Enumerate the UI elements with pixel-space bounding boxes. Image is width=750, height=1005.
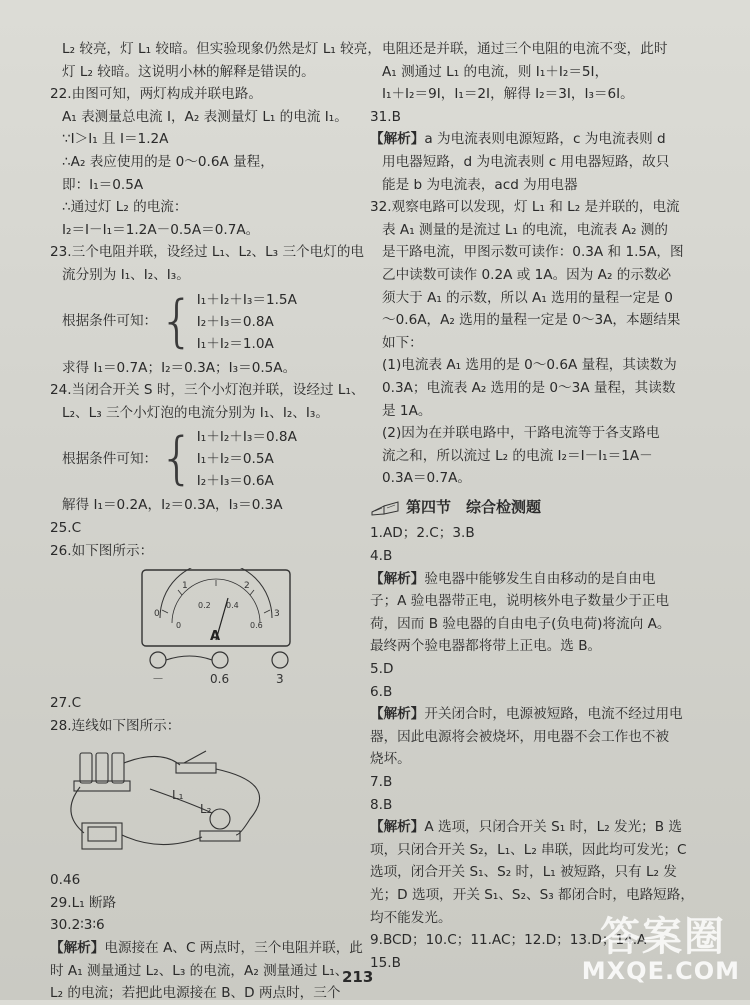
text-line: (2)因为在并联电路中，干路电流等于各支路电 bbox=[382, 425, 660, 442]
question-22: 22.由图可知，两灯构成并联电路。 bbox=[50, 86, 262, 103]
text-line: I₁＋I₂＝9I，I₁＝2I，解得 I₂＝3I，I₃＝6I。 bbox=[382, 86, 634, 103]
equation-line: I₁＋I₂＋I₃＝0.8A bbox=[196, 429, 297, 446]
answer-line: 15.B bbox=[370, 954, 401, 971]
explanation-tag: 【解析】 bbox=[370, 570, 425, 587]
answer-line: 1.AD；2.C；3.B bbox=[370, 525, 475, 542]
text-line: (1)电流表 A₁ 选用的是 0～0.6A 量程，其读数为 bbox=[382, 357, 677, 374]
answer-line: 7.B bbox=[370, 774, 393, 790]
explanation-tag: 【解析】 bbox=[370, 706, 425, 723]
answer-line: 6.B bbox=[370, 683, 393, 700]
page-number: 213 bbox=[342, 968, 374, 986]
text-line: 即：I₁＝0.5A bbox=[62, 176, 144, 193]
scale-label: 2 bbox=[244, 581, 250, 592]
question-23: 23.三个电阻并联，设经过 L₁、L₂、L₃ 三个电灯的电 bbox=[50, 244, 365, 261]
explanation-text: A 选项，只闭合开关 S₁ 时，L₂ 发光；B 选 bbox=[424, 819, 683, 836]
explanation-text: 最终两个验电器都将带上正电。选 B。 bbox=[370, 638, 602, 655]
answer-24: 解得 I₁＝0.2A，I₂＝0.3A，I₃＝0.3A bbox=[62, 497, 283, 514]
explanation-text: 验电器中能够发生自由移动的是自由电 bbox=[424, 570, 656, 587]
terminal-icon bbox=[212, 652, 228, 668]
unit-label: A bbox=[210, 629, 221, 645]
text-line: L₂、L₃ 三个小灯泡的电流分别为 I₁、I₂、I₃。 bbox=[62, 404, 329, 421]
text-line: 0.46 bbox=[50, 872, 81, 889]
right-column bbox=[370, 38, 700, 974]
explanation-text: 荷，因而 B 验电器的自由电子(负电荷)将流向 A。 bbox=[370, 615, 671, 632]
circuit-figure bbox=[50, 743, 350, 863]
left-column bbox=[50, 38, 381, 1005]
answer-25: 25.C bbox=[50, 519, 82, 536]
brace-icon: { bbox=[159, 426, 195, 492]
equation-system-24 bbox=[50, 426, 368, 492]
explanation-text: 均不能发光。 bbox=[370, 909, 452, 926]
scale-label: 0 bbox=[154, 609, 160, 620]
text-line: ∴通过灯 L₂ 的电流： bbox=[62, 199, 188, 216]
text-line: 如下： bbox=[382, 334, 423, 351]
scale-label: 1 bbox=[182, 581, 188, 592]
equation-line: I₁＋I₂＝1.0A bbox=[196, 335, 274, 352]
explanation-tag: 【解析】 bbox=[50, 940, 105, 957]
explanation-text: 项，只闭合开关 S₂，L₁、L₂ 串联，因此均可发光；C bbox=[370, 841, 687, 858]
text-line: 电阻还是并联，通过三个电阻的电流不变，此时 bbox=[382, 41, 668, 57]
terminal-icon bbox=[150, 652, 166, 668]
text-line: I₂＝I－I₁＝1.2A－0.5A＝0.7A。 bbox=[62, 221, 260, 238]
lamp-label-l2: L₂ bbox=[200, 802, 212, 817]
equation-label: 根据条件可知： bbox=[62, 451, 158, 468]
open-book-icon bbox=[370, 498, 400, 516]
scale-label: 0.2 bbox=[198, 601, 211, 611]
watermark-logo bbox=[581, 905, 740, 997]
explanation-text: 器，因此电源将会被烧坏，用电器不会工作也不被 bbox=[370, 728, 670, 745]
explanation-text: 能是 b 为电流表，acd 为用电器 bbox=[382, 176, 578, 193]
section-title: 第四节 综合检测题 bbox=[406, 497, 542, 516]
text-line: 须大于 A₁ 的示数，所以 A₁ 选用的量程一定是 0 bbox=[382, 289, 673, 306]
explanation-text: a 为电流表则电源短路，c 为电流表则 d bbox=[424, 131, 666, 148]
answer-23: 求得 I₁＝0.7A；I₂＝0.3A；I₃＝0.5A。 bbox=[62, 359, 297, 376]
section-heading bbox=[370, 496, 700, 519]
text-line: L₂ 较亮，灯 L₁ 较暗。但实验现象仍然是灯 L₁ 较亮， bbox=[62, 41, 381, 57]
text-line: 0.3A＝0.7A。 bbox=[382, 470, 472, 487]
equation-line: I₂＋I₃＝0.6A bbox=[196, 473, 274, 490]
text-line: 是干路电流，甲图示数可读作：0.3A 和 1.5A，图 bbox=[382, 244, 684, 261]
answer-line: 8.B bbox=[370, 796, 393, 813]
question-28: 28.连线如下图所示： bbox=[50, 717, 181, 734]
scale-label: 0.4 bbox=[226, 601, 239, 611]
explanation-text: 用电器短路，d 为电流表则 c 用电器短路，故只 bbox=[382, 153, 670, 170]
scale-label: 0 bbox=[176, 621, 182, 631]
explanation-tag: 【解析】 bbox=[370, 819, 425, 836]
scale-label: 0.6 bbox=[250, 621, 263, 631]
answer-30: 30.2∶3∶6 bbox=[50, 917, 105, 934]
explanation-text: L₂ 的电流；若把此电源接在 B、D 两点时，三个 bbox=[50, 985, 341, 1002]
terminal-label: － bbox=[152, 672, 165, 687]
equation-system-23 bbox=[50, 289, 368, 355]
watermark-url: MXQE.COM bbox=[581, 957, 740, 985]
watermark-text: 答案圈 bbox=[600, 914, 726, 960]
question-32: 32.观察电路可以发现，灯 L₁ 和 L₂ 是并联的，电流 bbox=[370, 199, 680, 216]
text-line: 流之和，所以流过 L₂ 的电流 I₂＝I－I₁＝1A－ bbox=[382, 447, 653, 464]
explanation-text: 电源接在 A、C 两点时，三个电阻并联，此 bbox=[104, 940, 363, 957]
answer-27: 27.C bbox=[50, 695, 82, 712]
question-24: 24.当闭合开关 S 时，三个小灯泡并联，设经过 L₁、 bbox=[50, 382, 365, 399]
answer-line: 5.D bbox=[370, 661, 394, 678]
explanation-text: 烧坏。 bbox=[370, 751, 411, 768]
equation-line: I₁＋I₂＝0.5A bbox=[196, 451, 274, 468]
text-line: 灯 L₂ 较暗。这说明小林的解释是错误的。 bbox=[62, 63, 315, 80]
explanation-text: 开关闭合时，电源被短路，电流不经过用电 bbox=[424, 706, 683, 723]
explanation-text: 选项，闭合开关 S₁、S₂ 时，L₁ 被短路，只有 L₂ 发 bbox=[370, 864, 677, 881]
explanation-tag: 【解析】 bbox=[370, 131, 425, 148]
terminal-icon bbox=[272, 652, 288, 668]
answer-line: 9.BCD；10.C；11.AC；12.D；13.D；14.A bbox=[370, 932, 647, 949]
answer-29: 29.L₁ 断路 bbox=[50, 894, 117, 911]
text-line: 是 1A。 bbox=[382, 402, 432, 419]
equation-line: I₁＋I₂＋I₃＝1.5A bbox=[196, 291, 297, 308]
terminal-label: 3 bbox=[276, 672, 284, 687]
text-line: 乙中读数可读作 0.2A 或 1A。因为 A₂ 的示数必 bbox=[382, 266, 672, 283]
text-line: 0.3A；电流表 A₂ 选用的是 0～3A 量程，其读数 bbox=[382, 379, 676, 396]
text-line: ∵I＞I₁ 且 I＝1.2A bbox=[62, 131, 169, 148]
question-26: 26.如下图所示： bbox=[50, 542, 154, 559]
equation-line: I₂＋I₃＝0.8A bbox=[196, 313, 274, 330]
explanation-text: 光；D 选项，开关 S₁、S₂、S₃ 都闭合时，电路短路， bbox=[370, 886, 694, 903]
terminal-label: 0.6 bbox=[210, 672, 230, 687]
text-line: ∴A₂ 表应使用的是 0～0.6A 量程， bbox=[62, 153, 274, 170]
explanation-text: 时 A₁ 测量通过 L₂、L₃ 的电流，A₂ 测量通过 L₁、 bbox=[50, 962, 349, 979]
scale-label: 3 bbox=[274, 609, 280, 620]
text-line: 表 A₁ 测量的是流过 L₁ 的电流，电流表 A₂ 测的 bbox=[382, 221, 668, 238]
text-line: 流分别为 I₁、I₂、I₃。 bbox=[62, 266, 190, 283]
explanation-text: 子；A 验电器带正电，说明核外电子数量少于正电 bbox=[370, 593, 670, 610]
ammeter-figure bbox=[50, 568, 350, 686]
lamp-label-l1: L₁ bbox=[172, 788, 184, 803]
equation-label: 根据条件可知： bbox=[62, 313, 158, 330]
answer-line: 4.B bbox=[370, 548, 393, 565]
text-line: A₁ 测通过 L₁ 的电流，则 I₁＋I₂＝5I， bbox=[382, 63, 609, 80]
brace-icon: { bbox=[159, 288, 195, 354]
text-line: ～0.6A，A₂ 选用的量程一定是 0～3A，本题结果 bbox=[382, 312, 681, 329]
text-line: A₁ 表测量总电流 I，A₂ 表测量灯 L₁ 的电流 I₁。 bbox=[62, 108, 348, 125]
answer-31: 31.B bbox=[370, 108, 401, 125]
